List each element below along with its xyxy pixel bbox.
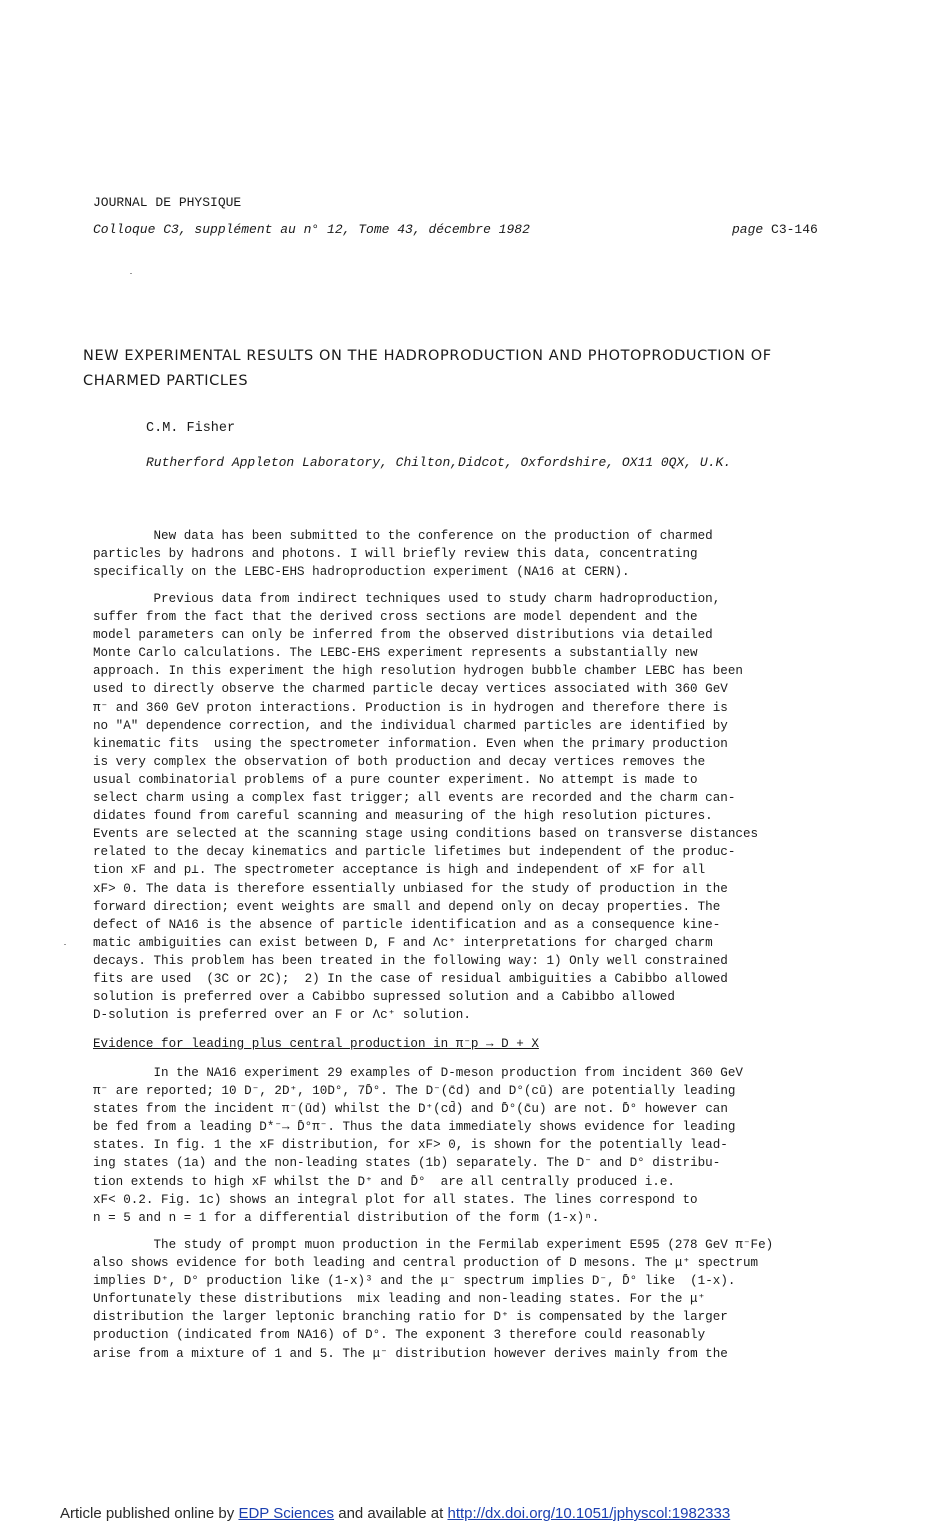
text-line: matic ambiguities can exist between D, F and Λc⁺ interpretations for charged charm <box>93 935 713 950</box>
text-line: tion xF and p⊥. The spectrometer acceptance is high and independent of xF for all <box>93 863 706 878</box>
paper-title <box>83 344 843 394</box>
text-line: solution is preferred over a Cabibbo supressed solution and a Cabibbo allowed <box>93 990 675 1005</box>
text-line: no "A" dependence correction, and the individual charmed particles are identified by <box>93 718 728 733</box>
text-line: didates found from careful scanning and measuring of the high resolution pictures. <box>93 809 713 824</box>
text-line: π⁻ and 360 GeV proton interactions. Production is in hydrogen and therefore there is <box>93 700 728 715</box>
text-line: xF< 0.2. Fig. 1c) shows an integral plot for all states. The lines correspond to <box>93 1192 698 1207</box>
page-label: page <box>732 222 764 237</box>
text-line: π⁻ are reported; 10 D⁻, 2D⁺, 10D°, 7D̄°. The D⁻(c̄d) and D°(cū) are potentially leading <box>93 1084 736 1099</box>
footer-note <box>60 1505 730 1522</box>
body-paragraph-method <box>93 590 863 1024</box>
text-line: suffer from the fact that the derived cross sections are model dependent and the <box>93 610 698 625</box>
text-line: used to directly observe the charmed particle decay vertices associated with 360 GeV <box>93 682 728 697</box>
text-line: states. In fig. 1 the xF distribution, for xF> 0, is shown for the potentially lead- <box>93 1138 728 1153</box>
scan-mark <box>130 273 132 274</box>
text-line: particles by hadrons and photons. I will briefly review this data, concentrating <box>93 547 698 562</box>
title-line: CHARMED PARTICLES <box>83 373 249 389</box>
text-line: In the NA16 experiment 29 examples of D-meson production from incident 360 GeV <box>93 1066 743 1080</box>
text-line: distribution the larger leptonic branching ratio for D⁺ is compensated by the larger <box>93 1310 728 1325</box>
text-line: arise from a mixture of 1 and 5. The μ⁻ distribution however derives mainly from the <box>93 1346 728 1361</box>
text-line: related to the decay kinematics and particle lifetimes but independent of the produc- <box>93 845 736 860</box>
text-line: kinematic fits using the spectrometer information. Even when the primary production <box>93 736 728 751</box>
doi-link[interactable]: http://dx.doi.org/10.1051/jphyscol:1982333 <box>447 1505 731 1522</box>
text-line: defect of NA16 is the absence of particle identification and as a consequence kine- <box>93 917 721 932</box>
page-number <box>732 222 818 237</box>
text-line: select charm using a complex fast trigger; all events are recorded and the charm can- <box>93 791 736 806</box>
title-line: NEW EXPERIMENTAL RESULTS ON THE HADROPRODUCTION AND PHOTOPRODUCTION OF <box>83 348 772 364</box>
colloque-reference: Colloque C3, supplément au n° 12, Tome 43, décembre 1982 <box>93 222 530 237</box>
text-line: n = 5 and n = 1 for a differential distribution of the form (1-x)ⁿ. <box>93 1210 600 1225</box>
text-line: production (indicated from NA16) of D°. The exponent 3 therefore could reasonably <box>93 1328 706 1343</box>
text-line: Monte Carlo calculations. The LEBC-EHS experiment represents a substantially new <box>93 646 698 661</box>
text-line: D-solution is preferred over an F or Λc⁺ solution. <box>93 1008 471 1023</box>
text-line: is very complex the observation of both production and decay vertices removes the <box>93 754 706 769</box>
text-line: tion extends to high xF whilst the D⁺ and D̄° are all centrally produced i.e. <box>93 1174 675 1189</box>
footer-middle: and available at <box>334 1505 448 1522</box>
scan-mark <box>64 944 66 945</box>
footer-prefix: Article published online by <box>60 1505 239 1522</box>
text-line: states from the incident π⁻(ūd) whilst the D⁺(cd̄) and D̄°(c̄u) are not. D̄° however can <box>93 1102 728 1117</box>
text-line: xF> 0. The data is therefore essentially unbiased for the study of production in the <box>93 881 728 896</box>
publisher-link[interactable]: EDP Sciences <box>238 1505 335 1522</box>
abstract-paragraph <box>93 527 863 581</box>
text-line: Previous data from indirect techniques used to study charm hadroproduction, <box>93 592 721 606</box>
text-line: implies D⁺, D° production like (1-x)³ and the μ⁻ spectrum implies D⁻, D̄° like (1-x). <box>93 1274 736 1289</box>
text-line: decays. This problem has been treated in the following way: 1) Only well constrained <box>93 953 728 968</box>
text-line: approach. In this experiment the high resolution hydrogen bubble chamber LEBC has been <box>93 664 743 679</box>
text-line: The study of prompt muon production in the Fermilab experiment E595 (278 GeV π⁻Fe) <box>93 1238 774 1252</box>
text-line: forward direction; event weights are small and depend only on decay properties. The <box>93 899 721 914</box>
body-paragraph-e595 <box>93 1236 863 1363</box>
text-line: also shows evidence for both leading and central production of D mesons. The μ⁺ spectrum <box>93 1256 759 1271</box>
body-paragraph-na16 <box>93 1064 863 1227</box>
text-line: New data has been submitted to the conference on the production of charmed <box>93 529 713 543</box>
text-line: specifically on the LEBC-EHS hadroproduction experiment (NA16 at CERN). <box>93 565 630 580</box>
text-line: be fed from a leading D*⁻→ D̄°π⁻. Thus the data immediately shows evidence for leading <box>93 1120 736 1135</box>
text-line: Events are selected at the scanning stage using conditions based on transverse distances <box>93 827 759 842</box>
text-line: ing states (1a) and the non-leading states (1b) separately. The D⁻ and D° distribu- <box>93 1156 721 1171</box>
section-heading: Evidence for leading plus central production in π⁻p → D + X <box>93 1037 539 1051</box>
text-line: usual combinatorial problems of a pure counter experiment. No attempt is made to <box>93 772 698 787</box>
author-name: C.M. Fisher <box>146 421 236 436</box>
page-number-value: C3-146 <box>771 222 818 237</box>
author-affiliation: Rutherford Appleton Laboratory, Chilton,Didcot, Oxfordshire, OX11 0QX, U.K. <box>146 455 732 470</box>
text-line: model parameters can only be inferred from the observed distributions via detailed <box>93 628 713 643</box>
text-line: Unfortunately these distributions mix leading and non-leading states. For the μ⁺ <box>93 1292 706 1307</box>
journal-name: JOURNAL DE PHYSIQUE <box>93 195 242 210</box>
text-line: fits are used (3C or 2C); 2) In the case of residual ambiguities a Cabibbo allowed <box>93 971 728 986</box>
